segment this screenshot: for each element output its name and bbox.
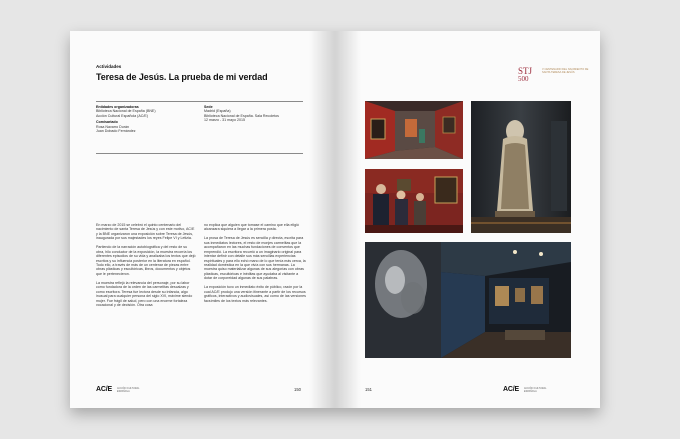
body-column-2 <box>204 223 306 307</box>
body-paragraph: Partiendo de la narración autobiográfica y del resto de su obra, hilo conductor de la exposición, la muestra recorría los diferentes episodios de su vida y analizaba los textos que dejó escritos y su influencia posterior en la literatura en español. Todo ello, a través de más de un centenar de piezas entre obras plásticas y escultóricas, libros, documentos y objetos que le pertenecieron. <box>96 245 196 276</box>
meta-rule <box>96 153 303 154</box>
section-label: Actividades <box>96 64 122 69</box>
page-number-left: 150 <box>294 387 301 392</box>
body-column-1 <box>96 223 196 312</box>
right-page <box>335 31 600 408</box>
body-paragraph: La prosa de Teresa de Jesús es sencilla y directa, escrita para sus inmediatos lectores, el resto de monjes carmelitas que la acompañaron en las muchas fundaciones de conventos que emprendió. La escritora recurrió a un imaginario original para intentar definir con detalle sus más sencillas experiencias espirituales y para ello echó mano de lo que tenía más cerca, la realidad doméstica en la que vivía con sus hermanas. La muestra quiso materializar algunas de sus alegorías con obras plásticas, escultóricas e inéditas que ayudaba al visitante a dotar de corporeidad algunas de sus palabras. <box>204 236 306 281</box>
ace-logo-caption: ACCIÓN CULTURAL ESPAÑOLA <box>117 387 140 393</box>
body-paragraph: En marzo de 2015 se celebró el quinto centenario del nacimiento de santa Teresa de Jesús y con este motivo, AC/E y la BNE organizaron una exposición sobre Teresa de Jesús, inaugurada por sus majestades los reyes Felipe VI y Letizia. <box>96 223 195 241</box>
venue-line: Biblioteca Nacional de España. Sala Recoletos <box>204 113 279 118</box>
organizers-label: Entidades organizadoras <box>96 105 139 109</box>
page-number-right: 151 <box>365 387 372 392</box>
gallery-red-walls-photo <box>365 101 463 159</box>
organizers-block <box>96 105 196 133</box>
magazine-spread <box>70 31 600 408</box>
organizer-item: Biblioteca Nacional de España (BNE) <box>96 109 156 114</box>
curator-item: Rosa Navarro Durán <box>96 124 129 129</box>
royal-visit-photo <box>365 169 463 233</box>
centenary-caption: V CENTENARIO DEL NACIMIENTO DE SANTA TERESA DE JESÚS <box>542 68 589 75</box>
centenary-badge <box>518 66 589 83</box>
venue-block <box>204 105 314 123</box>
ace-logo: AC/E <box>503 386 519 393</box>
body-paragraph: La exposición tuvo un inmediato éxito de público, razón por la cual AC/E produjo una versión itinerante a partir de los recursos gráficos, interactivos y audiovisuales, así como de las versiones facsímiles de los textos más relevantes. <box>204 285 306 303</box>
curators-label: Comisariado <box>96 120 118 125</box>
venue-line: Madrid (España) <box>204 109 231 114</box>
stj-logo-mark: STJ <box>518 66 533 76</box>
article-title: Teresa de Jesús. La prueba de mi verdad <box>96 72 268 82</box>
top-rule <box>96 101 303 102</box>
venue-dates: 12 marzo - 31 mayo 2015 <box>204 118 245 123</box>
ace-logo: AC/E <box>96 386 112 393</box>
saint-teresa-sculpture-photo <box>471 101 571 233</box>
body-paragraph: La muestra reflejó la relevancia del personaje, por su labor como fundadora de la orden de las carmelitas descalzas y como escritora. Teresa fue lectora desde su infancia, algo inusual para cualquier persona del siglo XVI, máxime siendo mujer. Fue frágil de salud, pero con una enorme fortaleza vocacional y de decisión. Otra cosa <box>96 280 193 308</box>
ace-logo-caption: ACCIÓN CULTURAL ESPAÑOLA <box>524 387 547 393</box>
organizer-item: Acción Cultural Española (AC/E) <box>96 113 148 118</box>
curator-item: Juan Dobado Fernández <box>96 129 136 134</box>
stj-500-mark: 500 <box>518 75 529 83</box>
venue-label: Sede <box>204 105 213 109</box>
exhibition-hall-projection-photo <box>365 242 571 358</box>
left-page <box>70 31 335 408</box>
body-paragraph: no explica que alguien que tomase el camino que ella eligió alcanzara siquiera a llegar a la primera posta. <box>204 223 299 232</box>
